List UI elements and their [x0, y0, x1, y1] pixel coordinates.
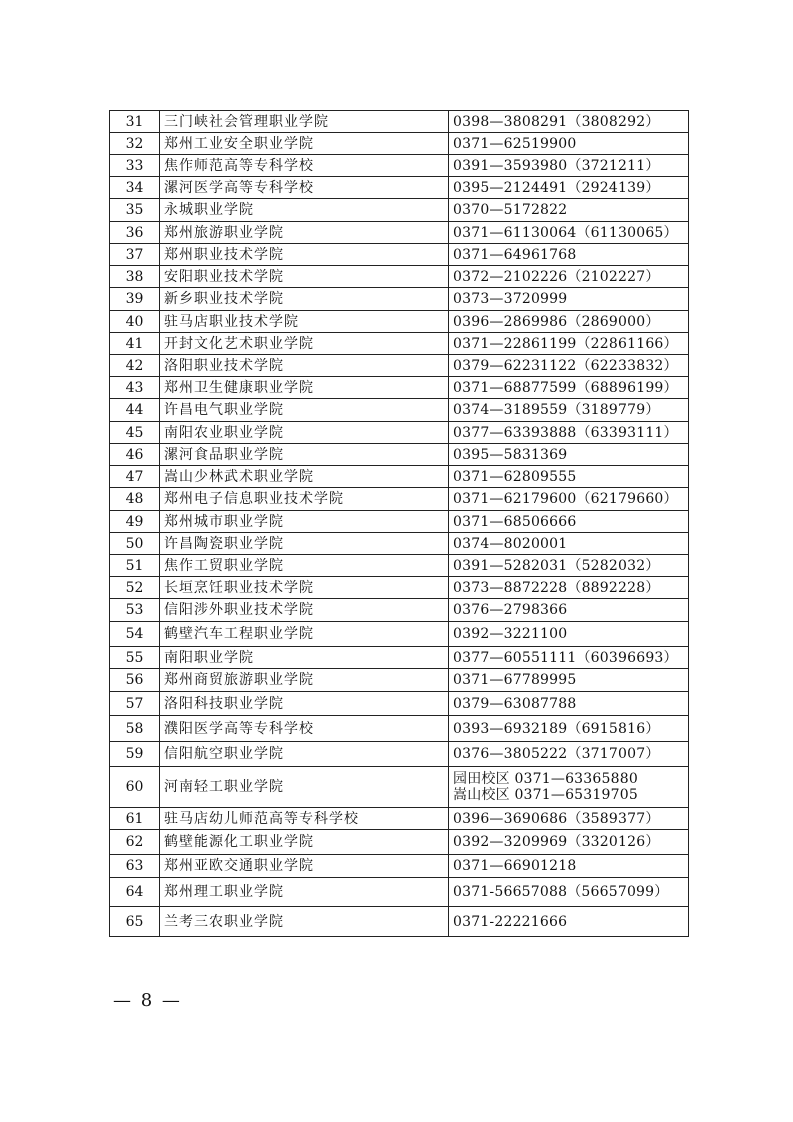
- school-name: 郑州城市职业学院: [160, 511, 449, 533]
- school-name: 郑州职业技术学院: [160, 244, 449, 266]
- phone-cell: [449, 830, 689, 855]
- phone-number: 0391—3593980（3721211）: [453, 157, 660, 174]
- phone-cell: [449, 444, 689, 466]
- row-number: 35: [110, 199, 160, 222]
- row-number: 49: [110, 511, 160, 533]
- school-name: 郑州卫生健康职业学院: [160, 377, 449, 399]
- row-number: 38: [110, 266, 160, 288]
- table-row: [110, 422, 689, 444]
- school-name: 驻马店职业技术学院: [160, 311, 449, 333]
- row-number: 40: [110, 311, 160, 333]
- school-name: 洛阳科技职业学院: [160, 692, 449, 716]
- phone-cell: [449, 333, 689, 355]
- school-name: 嵩山少林武术职业学院: [160, 466, 449, 488]
- phone-cell: [449, 742, 689, 767]
- phone-cell: [449, 311, 689, 333]
- table-row: [110, 488, 689, 511]
- phone-number: 0371—62179600（62179660）: [453, 491, 678, 507]
- table-row: [110, 155, 689, 177]
- phone-cell: [449, 577, 689, 599]
- phone-number: 0398—3808291（3808292）: [453, 113, 660, 130]
- school-name: 南阳农业职业学院: [160, 422, 449, 444]
- phone-number: 0396—3690686（3589377）: [453, 810, 660, 827]
- phone-cell: [449, 422, 689, 444]
- phone-number: 0372—2102226（2102227）: [453, 268, 660, 285]
- phone-number: 0371—62519900: [453, 135, 577, 152]
- table-row: [110, 830, 689, 855]
- phone-cell: [449, 669, 689, 692]
- contacts-table: [109, 110, 689, 937]
- row-number: 58: [110, 716, 160, 742]
- school-name: 长垣烹饪职业技术学院: [160, 577, 449, 599]
- phone-number: 0371—64961768: [453, 246, 577, 263]
- phone-cell: [449, 855, 689, 878]
- table-row: [110, 577, 689, 599]
- row-number: 45: [110, 422, 160, 444]
- phone-cell: [449, 555, 689, 577]
- phone-number: 0371—66901218: [453, 858, 577, 874]
- phone-number: 0371—68506666: [453, 513, 577, 530]
- row-number: 42: [110, 355, 160, 377]
- phone-cell: [449, 377, 689, 399]
- school-name: 兰考三农职业学院: [160, 907, 449, 937]
- table-row: [110, 669, 689, 692]
- row-number: 56: [110, 669, 160, 692]
- row-number: 62: [110, 830, 160, 855]
- table-row: [110, 907, 689, 937]
- phone-cell: [449, 511, 689, 533]
- phone-cell: [449, 288, 689, 311]
- school-name: 郑州工业安全职业学院: [160, 133, 449, 155]
- table-row: [110, 692, 689, 716]
- phone-cell: [449, 244, 689, 266]
- row-number: 32: [110, 133, 160, 155]
- row-number: 43: [110, 377, 160, 399]
- row-number: 47: [110, 466, 160, 488]
- phone-number: 0377—63393888（63393111）: [453, 424, 678, 441]
- phone-cell: [449, 199, 689, 222]
- table-row: [110, 742, 689, 767]
- phone-number: 0392—3221100: [453, 626, 568, 642]
- row-number: 44: [110, 399, 160, 422]
- school-name: 许昌电气职业学院: [160, 399, 449, 422]
- table-row: [110, 199, 689, 222]
- phone-cell: [449, 266, 689, 288]
- phone-number: 0370—5172822: [453, 202, 568, 218]
- row-number: 52: [110, 577, 160, 599]
- school-name: 濮阳医学高等专科学校: [160, 716, 449, 742]
- phone-number: 0376—3805222（3717007）: [453, 746, 660, 762]
- row-number: 54: [110, 622, 160, 647]
- school-name: 郑州商贸旅游职业学院: [160, 669, 449, 692]
- school-name: 焦作工贸职业学院: [160, 555, 449, 577]
- school-name: 南阳职业学院: [160, 647, 449, 669]
- phone-number: 0373—8872228（8892228）: [453, 579, 660, 596]
- school-name: 洛阳职业技术学院: [160, 355, 449, 377]
- phone-number: 0396—2869986（2869000）: [453, 313, 660, 330]
- phone-number: 0373—3720999: [453, 291, 568, 307]
- school-name: 郑州电子信息职业技术学院: [160, 488, 449, 511]
- phone-number: 0376—2798366: [453, 602, 568, 618]
- school-name: 信阳涉外职业技术学院: [160, 599, 449, 622]
- row-number: 39: [110, 288, 160, 311]
- phone-cell: [449, 808, 689, 830]
- table-row: [110, 177, 689, 199]
- table-row: [110, 399, 689, 422]
- row-number: 31: [110, 111, 160, 133]
- school-name: 郑州理工职业学院: [160, 878, 449, 907]
- school-name: 信阳航空职业学院: [160, 742, 449, 767]
- table-row: [110, 533, 689, 555]
- phone-cell: [449, 111, 689, 133]
- phone-number: 嵩山校区 0371—65319705: [453, 787, 638, 803]
- phone-number: 0395—5831369: [453, 446, 568, 463]
- phone-number: 园田校区 0371—63365880: [453, 771, 638, 787]
- table-row: [110, 288, 689, 311]
- table-row: [110, 222, 689, 244]
- phone-cell: [449, 622, 689, 647]
- table-row: [110, 311, 689, 333]
- phone-number: 0371—68877599（68896199）: [453, 379, 678, 396]
- phone-number: 0371-22221666: [453, 913, 568, 930]
- school-name: 驻马店幼儿师范高等专科学校: [160, 808, 449, 830]
- school-name: 焦作师范高等专科学校: [160, 155, 449, 177]
- phone-cell: [449, 466, 689, 488]
- phone-cell: [449, 647, 689, 669]
- phone-number: 0371—22861199（22861166）: [453, 335, 678, 352]
- table-row: [110, 855, 689, 878]
- page-number: — 8 —: [113, 990, 182, 1011]
- table-row: [110, 647, 689, 669]
- phone-number: 0391—5282031（5282032）: [453, 557, 660, 574]
- phone-cell: [449, 878, 689, 907]
- table-row: [110, 511, 689, 533]
- table-row: [110, 133, 689, 155]
- row-number: 46: [110, 444, 160, 466]
- contacts-table-body: [110, 111, 689, 937]
- phone-number: 0374—8020001: [453, 535, 568, 552]
- phone-cell: [449, 533, 689, 555]
- row-number: 33: [110, 155, 160, 177]
- row-number: 53: [110, 599, 160, 622]
- phone-number: 0371—67789995: [453, 672, 577, 688]
- school-name: 开封文化艺术职业学院: [160, 333, 449, 355]
- phone-cell: [449, 355, 689, 377]
- row-number: 41: [110, 333, 160, 355]
- phone-cell: [449, 907, 689, 937]
- table-row: [110, 622, 689, 647]
- phone-number: 0377—60551111（60396693）: [453, 649, 678, 666]
- row-number: 64: [110, 878, 160, 907]
- phone-cell: [449, 177, 689, 199]
- phone-number: 0371—61130064（61130065）: [453, 224, 678, 241]
- phone-number: 0371-56657088（56657099）: [453, 884, 669, 900]
- row-number: 48: [110, 488, 160, 511]
- school-name: 河南轻工职业学院: [160, 767, 449, 808]
- phone-cell: [449, 222, 689, 244]
- row-number: 34: [110, 177, 160, 199]
- phone-cell: [449, 599, 689, 622]
- table-row: [110, 444, 689, 466]
- school-name: 安阳职业技术学院: [160, 266, 449, 288]
- phone-number: 0395—2124491（2924139）: [453, 179, 660, 196]
- row-number: 51: [110, 555, 160, 577]
- table-row: [110, 878, 689, 907]
- phone-cell: [449, 155, 689, 177]
- row-number: 61: [110, 808, 160, 830]
- school-name: 三门峡社会管理职业学院: [160, 111, 449, 133]
- phone-number: 0393—6932189（6915816）: [453, 720, 660, 737]
- table-row: [110, 808, 689, 830]
- phone-number: 0379—63087788: [453, 695, 577, 712]
- row-number: 55: [110, 647, 160, 669]
- row-number: 37: [110, 244, 160, 266]
- table-row: [110, 111, 689, 133]
- table-row: [110, 555, 689, 577]
- school-name: 郑州旅游职业学院: [160, 222, 449, 244]
- school-name: 新乡职业技术学院: [160, 288, 449, 311]
- table-row: [110, 266, 689, 288]
- phone-cell: [449, 692, 689, 716]
- phone-cell: [449, 133, 689, 155]
- table-row: [110, 244, 689, 266]
- school-name: 漯河食品职业学院: [160, 444, 449, 466]
- table-row: [110, 355, 689, 377]
- school-name: 漯河医学高等专科学校: [160, 177, 449, 199]
- school-name: 鹤壁能源化工职业学院: [160, 830, 449, 855]
- school-name: 郑州亚欧交通职业学院: [160, 855, 449, 878]
- table-row: [110, 716, 689, 742]
- table-row: [110, 767, 689, 808]
- row-number: 60: [110, 767, 160, 808]
- phone-number: 0392—3209969（3320126）: [453, 834, 660, 850]
- phone-number: 0374—3189559（3189779）: [453, 402, 660, 418]
- phone-number: 0371—62809555: [453, 468, 577, 485]
- row-number: 63: [110, 855, 160, 878]
- row-number: 57: [110, 692, 160, 716]
- phone-cell: [449, 716, 689, 742]
- phone-cell: [449, 488, 689, 511]
- school-name: 许昌陶瓷职业学院: [160, 533, 449, 555]
- table-row: [110, 466, 689, 488]
- school-name: 鹤壁汽车工程职业学院: [160, 622, 449, 647]
- row-number: 59: [110, 742, 160, 767]
- phone-number: 0379—62231122（62233832）: [453, 357, 678, 374]
- row-number: 36: [110, 222, 160, 244]
- row-number: 50: [110, 533, 160, 555]
- table-row: [110, 599, 689, 622]
- phone-cell: [449, 767, 689, 808]
- table-row: [110, 333, 689, 355]
- school-name: 永城职业学院: [160, 199, 449, 222]
- row-number: 65: [110, 907, 160, 937]
- table-row: [110, 377, 689, 399]
- phone-cell: [449, 399, 689, 422]
